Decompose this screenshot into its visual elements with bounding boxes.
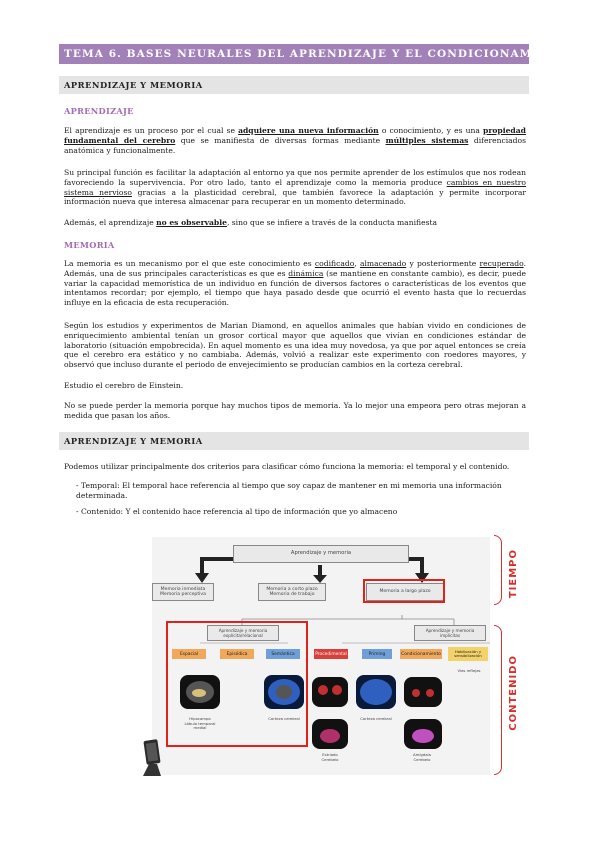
box-memoria-corto-plazo: Memoria a corto plazo Memoria de trabajo [258,583,326,601]
label-contenido: CONTENIDO [508,655,519,731]
list-item-contenido: - Contenido: Y el contenido hace referencia al tipo de información que yo almaceno [76,507,398,516]
type-condicionamiento: Condicionamiento [400,649,442,659]
bracket-tiempo [494,535,502,605]
section-heading-2: APRENDIZAJE Y MEMORIA [59,432,529,450]
subheading-aprendizaje: APRENDIZAJE [64,106,134,116]
box-aprendizaje-memoria: Aprendizaje y memoria [233,545,409,563]
brain-cerebelo-image-2 [404,719,442,749]
paragraph-memoria-definition: La memoria es un mecanismo por el que este conocimiento es codificado, almacenado y posteriormente recuperado. Además, una de sus principales características es que es dinámica (se mantiene en constante cambio), es decir, puede variar la capacidad memorística de un individuo en función de diversos factores o características de los eventos que intentamos recordar; por ejemplo, el tiempo que haya pasado desde que ocurrió el evento hasta que lo recuerdas influye en la eficacia de esta recuperación. [64,259,526,308]
label-amigdala: Amígdala Cerebelo [413,752,431,762]
bracket-contenido [494,625,502,775]
paragraph-aprendizaje-function: Su principal función es facilitar la adaptación al entorno ya que nos permite aprender de los estímulos que nos rodean favoreciendo la supervivencia. Por otro lado, tanto el aprendizaje como la memoria produce cambios en nuestro sistema nervioso gracias a la plasticidad cerebral, que también favorece la adaptación y permite incorporar información nueva que interesa almacenar para recuperar en un momento determinado. [64,168,527,207]
list-item-temporal: - Temporal: El temporal hace referencia al tiempo que soy capaz de mantener en mi memoria una información determinada. [76,481,502,500]
section-heading-1: APRENDIZAJE Y MEMORIA [59,76,529,94]
paragraph-marian-diamond: Según los estudios y experimentos de Marian Diamond, en aquellos animales que habían vivido en condiciones de enriquecimiento ambiental tenían un grosor cortical mayor que aquellos que vivían en condiciones estándar de laboratorio (situación empobrecida). En aquel momento es una idea muy novedosa, ya que por aquel entonces se creía que el cerebro era estático y no cambiaba. Además, volvió a realizar este experimento con roedores mayores, y observó que incluso durante el periodo de envejecimiento se producían cambios en la corteza cerebral. [64,321,526,370]
highlight-explicita [166,621,308,747]
type-episodica: Episódica [220,649,254,659]
label-corteza-1: Corteza cerebral [268,716,300,721]
box-memoria-explicita: Aprendizaje y memoria explícita/relacional [207,625,279,641]
paragraph-memory-loss: No se puede perder la memoria porque hay muchos tipos de memoria. Ya lo mejor una empeora pero otras mejoran a medida que pasan los años. [64,401,526,420]
brain-corteza-image-2 [356,675,396,709]
label-vias-reflejas: Vías reflejas [457,668,481,673]
paragraph-not-observable: Además, el aprendizaje no es observable, sino que se infiere a través de la conducta manifiesta [64,218,438,227]
tablet-stand-image [137,738,167,778]
type-priming: Priming [362,649,392,659]
box-memoria-implicita: Aprendizaje y memoria implícitas [414,625,486,641]
type-procedimental: Procedimental [314,649,348,659]
diagram-background [152,537,490,775]
highlight-largo-plazo [363,579,445,603]
label-corteza-2: Corteza cerebral [360,716,392,721]
brain-estriado-image-1 [312,677,348,707]
brain-amigdala-image-1 [404,677,442,707]
page-title: TEMA 6. BASES NEURALES DEL APRENDIZAJE Y EL CONDICIONAMIENTO [59,44,529,64]
box-memoria-inmediata: Memoria inmediata Memoria perceptiva [152,583,214,601]
paragraph-einstein: Estudio el cerebro de Einstein. [64,381,184,390]
paragraph-aprendizaje-definition: El aprendizaje es un proceso por el cual se adquiere una nueva información o conocimiento, y es una propiedad fundamental del cerebro que se manifiesta de diversas formas mediante múltiples sistemas diferenciados anatómica y funcionalmente. [64,126,527,155]
paragraph-criteria: Podemos utilizar principalmente dos criterios para clasificar cómo funciona la memoria: el temporal y el contenido. [64,462,510,471]
subheading-memoria: MEMORIA [64,240,115,250]
memory-classification-figure [128,529,534,783]
type-espacial: Espacial [172,649,206,659]
label-estriado: Estriado Cerebelo [321,752,339,762]
type-semantica: Semántica [266,649,300,659]
label-tiempo: TIEMPO [508,549,519,599]
label-hipocampo: Hipocampo Lóbulo temporal medial [184,716,216,731]
brain-cerebelo-image-1 [312,719,348,749]
box-memoria-largo-plazo: Memoria a largo plazo [366,583,444,601]
type-habituacion: Habituación y sensibilización [448,647,488,661]
